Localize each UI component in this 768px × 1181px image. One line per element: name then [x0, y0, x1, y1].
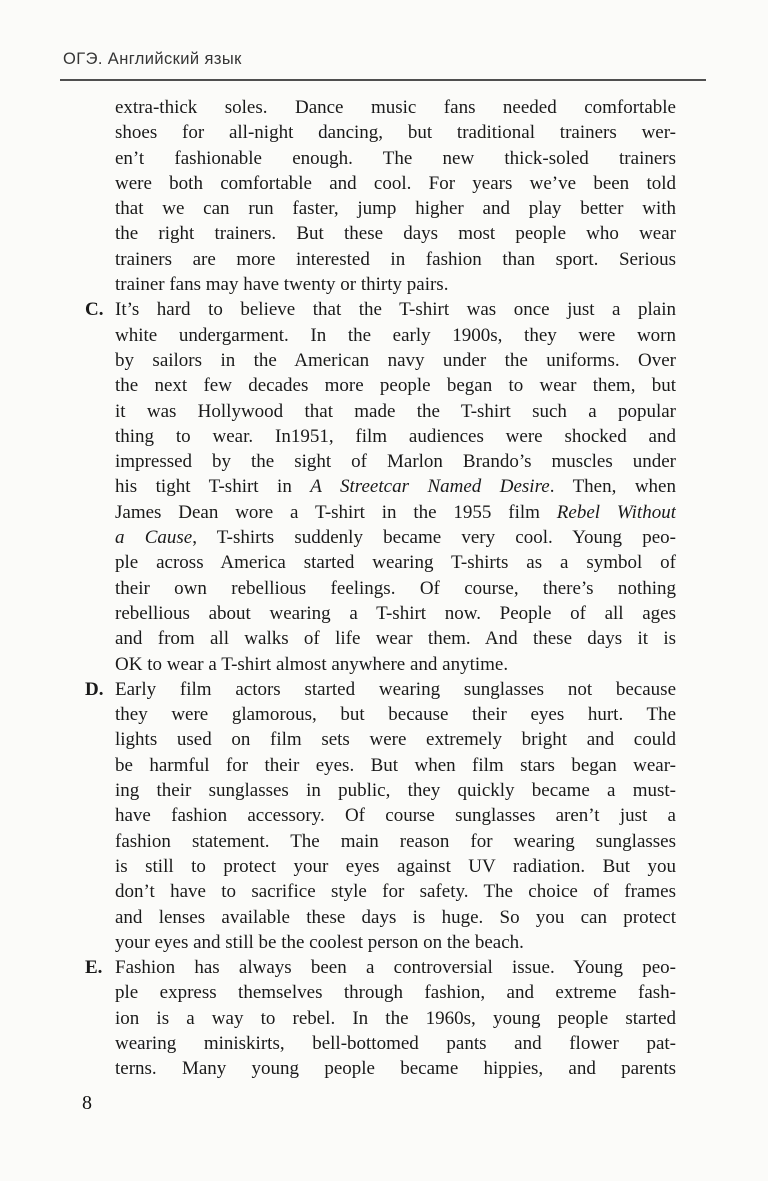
text-line: be harmful for their eyes. But when film stars began wear- [115, 754, 676, 776]
text-line: the right trainers. But these days most people who wear [115, 223, 676, 245]
text-line: rebellious about wearing a T-shirt now. People of all ages [115, 602, 676, 624]
text-line: ing their sunglasses in public, they quickly became a must- [115, 780, 676, 802]
text-line: is still to protect your eyes against UV radiation. But you [115, 855, 676, 877]
text-line: by sailors in the American navy under the uniforms. Over [115, 349, 676, 371]
paragraph [85, 677, 676, 955]
text-line: that we can run faster, jump higher and play better with [115, 198, 676, 220]
text-line: it was Hollywood that made the T-shirt such a popular [115, 400, 676, 422]
header-rule-divider [60, 79, 706, 81]
text-line: fashion statement. The main reason for wearing sunglasses [115, 830, 676, 852]
text-line: don’t have to sacrifice style for safety. The choice of frames [115, 881, 676, 903]
page-number: 8 [82, 1092, 92, 1114]
text-line: ple express themselves through fashion, and extreme fash- [115, 982, 676, 1004]
paragraph-label: C. [85, 299, 104, 321]
text-line: they were glamorous, but because their eyes hurt. The [115, 704, 676, 726]
text-line: white undergarment. In the early 1900s, they were worn [115, 324, 676, 346]
text-line: Fashion has always been a controversial issue. Young peo- [115, 957, 676, 979]
text-line: the next few decades more people began to wear them, but [115, 375, 676, 397]
text-line: have fashion accessory. Of course sunglasses aren’t just a [115, 805, 676, 827]
text-line: terns. Many young people became hippies, and parents [115, 1058, 676, 1080]
text-line: their own rebellious feelings. Of course, there’s nothing [115, 577, 676, 599]
text-line: ple across America started wearing T-shirts as a symbol of [115, 552, 676, 574]
text-line: impressed by the sight of Marlon Brando’s muscles under [115, 451, 676, 473]
text-body [85, 95, 676, 1082]
text-line: your eyes and still be the coolest person on the beach. [115, 931, 524, 953]
text-line: trainers are more interested in fashion than sport. Serious [115, 248, 676, 270]
text-line: en’t fashionable enough. The new thick-soled trainers [115, 147, 676, 169]
text-line: ion is a way to rebel. In the 1960s, young people started [115, 1007, 676, 1029]
text-line: thing to wear. In1951, film audiences were shocked and [115, 425, 676, 447]
paragraph [85, 955, 676, 1081]
text-line: were both comfortable and cool. For years we’ve been told [115, 172, 676, 194]
text-line: It’s hard to believe that the T-shirt was once just a plain [115, 299, 676, 321]
paragraph-label: E. [85, 957, 103, 979]
text-line: a Cause, T-shirts suddenly became very cool. Young peo- [115, 527, 676, 549]
text-line: Early film actors started wearing sunglasses not because [115, 678, 676, 700]
text-line: wearing miniskirts, bell-bottomed pants and flower pat- [115, 1032, 676, 1054]
paragraph-label: D. [85, 678, 104, 700]
text-line: extra-thick soles. Dance music fans needed comfortable [115, 97, 676, 118]
text-line: and lenses available these days is huge. So you can protect [115, 906, 676, 928]
paragraph [85, 297, 676, 676]
text-line: his tight T-shirt in A Streetcar Named Desire. Then, when [115, 476, 676, 498]
text-line: shoes for all-night dancing, but traditional trainers wer- [115, 122, 676, 144]
text-line: OK to wear a T-shirt almost anywhere and anytime. [115, 653, 509, 675]
running-header: ОГЭ. Английский язык [63, 50, 242, 68]
text-line: lights used on film sets were extremely bright and could [115, 729, 676, 751]
paragraph [85, 95, 676, 297]
text-line: James Dean wore a T-shirt in the 1955 film Rebel Without [115, 501, 676, 523]
text-line: and from all walks of life wear them. And these days it is [115, 628, 676, 650]
text-line: trainer fans may have twenty or thirty pairs. [115, 274, 449, 296]
